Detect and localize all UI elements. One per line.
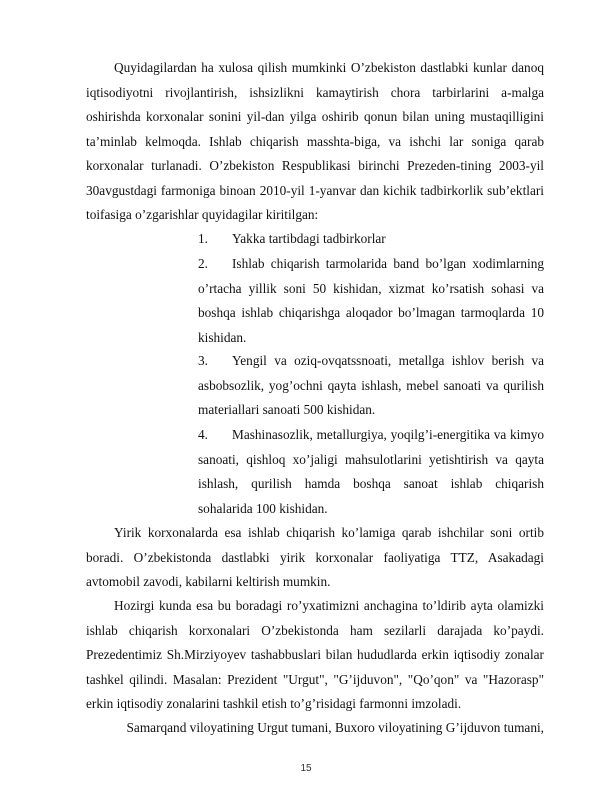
list-number: 1. [198,231,208,246]
list-number: 2. [198,256,208,271]
list-item-2 [198,252,544,350]
large-enterprises-paragraph: Yirik korxonalarda esa ishlab chiqarish ko’lamiga qarab ishchilar soni ortib boradi. O’zbekistonda dastlabki yirik korxonalar faoliyatiga TTZ, Asakadagi avtomobil zavodi, kabilarni keltirish mumkin. [86,525,544,589]
list-text: Ishlab chiqarish tarmolarida band bo’lgan xodimlarning o’rtacha yillik soni 50 kishidan, xizmat ko’rsatish sohasi va boshqa ishlab chiqarishga aloqador bo’lmagan tarmoqlarda 10 kishidan. [198,256,544,345]
last-line: Samarqand viloyatining Urgut tumani, Buxoro viloyatining G’ijduvon tumani, [126,720,544,735]
list-number: 3. [198,353,208,368]
intro-paragraph: Quyidagilardan ha xulosa qilish mumkinki O’zbekiston dastlabki kunlar danoq iqtisodiyotni rivojlantirish, ishsizlikni kamaytirish chora tarbirlarini a-malga oshirishda korxonalar sonini yil-dan yilga oshirib qonun bilan uning mustaqilligini ta’minlab kelmoqda. Ishlab chiqarish masshta-biga, va ishchi lar soniga qarab korxonalar turlanadi. O’zbekiston Respublikasi birinchi Prezeden-tining 2003-yil 30avgustdagi farmoniga binoan 2010-yil 1-yanvar dan kichik tadbirkorlik sub’ektlari toifasiga o’zgarishlar quyidagilar kiritilgan: [86,60,544,222]
list-text: Yakka tartibdagi tadbirkorlar [232,231,386,246]
page-number: 15 [300,763,312,774]
list-text: Yengil va oziq-ovqatssnoati, metallga ishlov berish va asbobsozlik, yog’ochni qayta ishlash, mebel sanoati va qurilish materiallari sanoati 500 kishidan. [198,353,544,417]
list-number: 4. [198,427,208,442]
list-item-3 [198,349,544,423]
list-item-4 [198,423,544,521]
free-zones-paragraph: Hozirgi kunda esa bu boradagi ro’yxatimizni anchagina to’ldirib ayta olamizki ishlab chiqarish korxonalari O’zbekistonda ham sezilarli darajada ko’paydi. Prezedentimiz Sh.Mirziyoyev tashabbuslari bilan hududlarda erkin iqtisodiy zonalar tashkel qilindi. Masalan: Prezident "Urgut", "G’ijduvon", "Qo’qon" va "Hazorasp" erkin iqtisodiy zonalarini tashkil etish to’g’risidagi farmonni imzoladi. [86,598,544,711]
list-text: Mashinasozlik, metallurgiya, yoqilg’i-energitika va kimyo sanoati, qishloq xo’jaligi mahsulotlarini yetishtirish va qayta ishlash, qurilish hamda boshqa sanoat ishlab chiqarish sohalarida 100 kishidan. [198,427,544,516]
list-item-1 [198,227,544,252]
